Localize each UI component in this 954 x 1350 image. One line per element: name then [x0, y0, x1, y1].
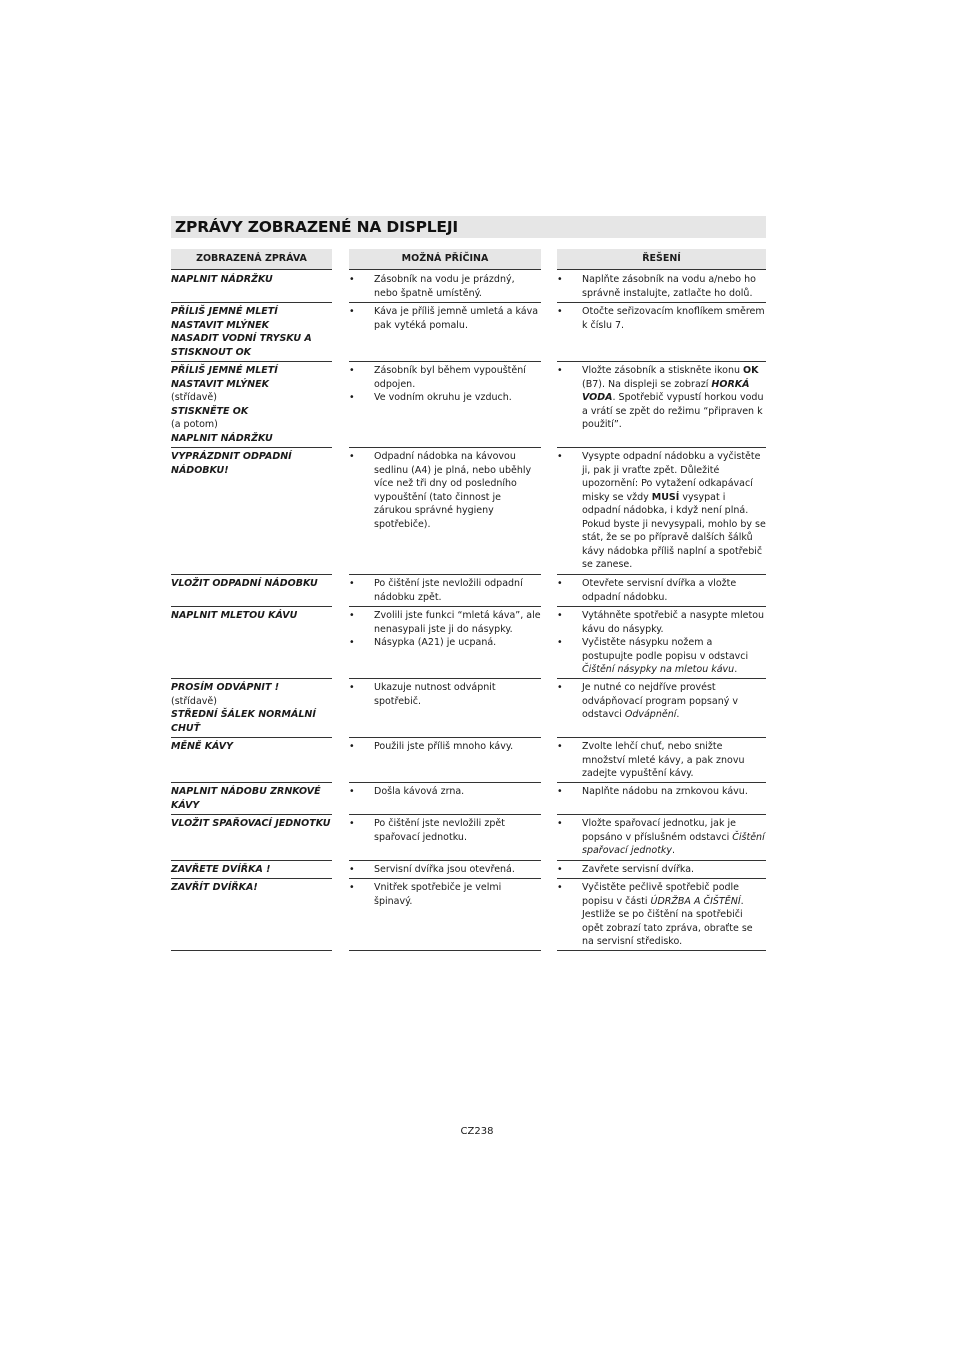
display-message: NAPLNIT NÁDRŽKU	[171, 274, 273, 285]
display-message: STISKNĚTE OK	[171, 405, 249, 417]
table-row	[0, 879, 954, 951]
message-cell	[171, 783, 332, 815]
display-message: ZAVŘETE DVÍŘKA !	[171, 864, 271, 875]
solution-item	[557, 740, 766, 781]
solution-item	[557, 817, 766, 858]
cause-cell	[349, 271, 541, 303]
solution-cell	[557, 815, 766, 861]
solution-item	[557, 636, 766, 677]
text: Je nutné co nejdříve provést odvápňovací program popsaný v odstavci	[582, 682, 738, 720]
emphasis-text: OK	[743, 365, 759, 376]
solution-item	[557, 609, 766, 636]
table-row	[0, 575, 954, 607]
message-cell	[171, 303, 332, 362]
display-message: NAPLNIT MLETOU KÁVU	[171, 610, 298, 621]
message-note: (a potom)	[171, 419, 218, 430]
display-message: PROSÍM ODVÁPNIT !	[171, 682, 280, 693]
display-message: ZAVŘÍT DVÍŘKA!	[171, 882, 258, 893]
display-message: PŘÍLIŠ JEMNÉ MLETÍ NASTAVIT MLÝNEK	[171, 365, 278, 390]
table-row	[0, 679, 954, 738]
cause-item: • Vnitřek spotřebiče je velmi špinavý.	[349, 881, 541, 908]
display-message: VYPRÁZDNIT ODPADNÍ NÁDOBKU!	[171, 451, 292, 476]
emphasis-text: HORKÁ VODA	[582, 378, 750, 403]
page-number: CZ238	[460, 1126, 494, 1137]
page-title: ZPRÁVY ZOBRAZENÉ NA DISPLEJI	[175, 218, 458, 236]
solution-cell	[557, 448, 766, 575]
text: Vložte zásobník a stiskněte ikonu	[582, 365, 744, 376]
table-row	[0, 815, 954, 861]
solution-cell	[557, 575, 766, 607]
text: Vyčistěte pečlivě spotřebič podle popisu v části	[582, 882, 740, 907]
text: .	[734, 664, 738, 675]
solution-item	[557, 863, 766, 877]
cause-item: • Došla kávová zrna.	[349, 785, 541, 799]
header-solution: ŘEŠENÍ	[557, 249, 766, 270]
solution-item	[557, 785, 766, 799]
cause-item: • Odpadní nádobka na kávovou sedlinu (A4) je plná, nebo uběhly více než tři dny od posledního vypouštění (tato činnost je zárukou správné hygieny spotřebiče).	[349, 450, 541, 531]
text: . Jestliže se po čištění na spotřebiči opět zobrazí tato zpráva, obraťte se na servisní středisko.	[582, 895, 753, 947]
text: Otočte seřizovacím knoflíkem směrem k číslu 7.	[582, 306, 765, 331]
cause-cell	[349, 783, 541, 815]
section-title-bar	[171, 216, 766, 238]
solution-item	[557, 681, 766, 722]
text: Vložte spařovací jednotku, jak je popsáno v příslušném odstavci	[582, 818, 736, 843]
cause-cell	[349, 303, 541, 362]
display-message: MĚNĚ KÁVY	[171, 741, 233, 752]
cause-cell	[349, 362, 541, 448]
message-cell	[171, 879, 332, 951]
text: Naplňte nádobu na zrnkovou kávu.	[582, 786, 748, 797]
cause-cell	[349, 575, 541, 607]
solution-cell	[557, 861, 766, 879]
message-cell	[171, 679, 332, 738]
emphasis-text: Odvápnění	[624, 709, 677, 720]
solution-cell	[557, 303, 766, 362]
display-message: VLOŽIT ODPADNÍ NÁDOBKU	[171, 578, 318, 589]
cause-item: • Zvolili jste funkci “mletá káva”, ale nenasypali jste ji do násypky.	[349, 609, 541, 636]
display-message: NAPLNIT NÁDOBU ZRNKOVÉ KÁVY	[171, 786, 321, 811]
table-row	[0, 448, 954, 575]
cause-item: • Po čištění jste nevložili zpět spařovací jednotku.	[349, 817, 541, 844]
cause-cell	[349, 607, 541, 679]
solution-item	[557, 273, 766, 300]
display-message: NAPLNIT NÁDRŽKU	[171, 432, 273, 444]
emphasis-text: Čištění násypky na mletou kávu	[582, 664, 735, 675]
solution-cell	[557, 271, 766, 303]
text: Naplňte zásobník na vodu a/nebo ho správně instalujte, zatlačte ho dolů.	[582, 274, 756, 299]
header-message: ZOBRAZENÁ ZPRÁVA	[171, 249, 332, 270]
cause-item: • Ve vodním okruhu je vzduch.	[349, 391, 541, 405]
text: Zvolte lehčí chuť, nebo snižte množství mleté kávy, a pak znovu zadejte vypuštění kávy.	[582, 741, 745, 779]
message-cell	[171, 607, 332, 679]
cause-item: • Ukazuje nutnost odvápnit spotřebič.	[349, 681, 541, 708]
text: (B7). Na displeji se zobrazí	[582, 378, 712, 390]
message-note: (střídavě)	[171, 695, 217, 707]
solution-cell	[557, 362, 766, 448]
text: Otevřete servisní dvířka a vložte odpadní nádobku.	[582, 578, 737, 603]
solution-cell	[557, 783, 766, 815]
cause-cell	[349, 679, 541, 738]
display-message: STŘEDNÍ ŠÁLEK NORMÁLNÍ CHUŤ	[171, 709, 316, 734]
message-cell	[171, 362, 332, 448]
message-cell	[171, 271, 332, 303]
solution-item	[557, 305, 766, 332]
cause-item: • Zásobník byl během vypouštění odpojen.	[349, 364, 541, 391]
table-row	[0, 783, 954, 815]
display-message: NASADIT VODNÍ TRYSKU A STISKNOUT OK	[171, 333, 312, 358]
cause-cell	[349, 879, 541, 951]
cause-cell	[349, 448, 541, 575]
text: .	[672, 845, 676, 856]
message-cell	[171, 815, 332, 861]
solution-cell	[557, 607, 766, 679]
cause-item: • Po čištění jste nevložili odpadní nádobku zpět.	[349, 577, 541, 604]
table-row	[0, 362, 954, 448]
message-cell	[171, 575, 332, 607]
table-row	[0, 861, 954, 879]
text: Zavřete servisní dvířka.	[582, 864, 695, 875]
message-cell	[171, 448, 332, 575]
cause-item: • Použili jste příliš mnoho kávy.	[349, 740, 541, 754]
solution-item	[557, 364, 766, 432]
cause-item: • Káva je příliš jemně umletá a káva pak vytéká pomalu.	[349, 305, 541, 332]
solution-cell	[557, 879, 766, 951]
message-cell	[171, 861, 332, 879]
text: .	[676, 709, 680, 720]
table-row	[0, 607, 954, 679]
table-row	[0, 303, 954, 362]
cause-cell	[349, 815, 541, 861]
cause-cell	[349, 738, 541, 783]
display-message: PŘÍLIŠ JEMNÉ MLETÍ NASTAVIT MLÝNEK	[171, 306, 278, 331]
text: vysypat i odpadní nádobka, i když není plná. Pokud byste ji nevysypali, mohlo by se stát, že se po přípravě dalších šálků kávy nádobka příliš naplní a spotřebič se zanese.	[582, 491, 766, 570]
cause-item: • Zásobník na vodu je prázdný, nebo špatně umístěný.	[349, 273, 541, 300]
text: Vyčistěte násypku nožem a postupujte podle popisu v odstavci	[582, 637, 749, 662]
text: . Spotřebič vypustí horkou vodu a vrátí se zpět do režimu “připraven k použití”.	[582, 392, 764, 430]
cause-cell	[349, 861, 541, 879]
text: Vytáhněte spotřebič a nasypte mletou kávu do násypky.	[582, 610, 765, 635]
emphasis-text: Čištění spařovací jednotky	[582, 831, 765, 856]
solution-item	[557, 450, 766, 572]
message-note: (střídavě)	[171, 392, 217, 403]
cause-item: • Servisní dvířka jsou otevřená.	[349, 863, 541, 877]
solution-item	[557, 577, 766, 604]
message-cell	[171, 738, 332, 783]
emphasis-text: MUSÍ	[651, 491, 680, 503]
header-cause: MOŽNÁ PŘÍČINA	[349, 249, 541, 270]
table-row	[0, 738, 954, 783]
table-row	[0, 271, 954, 303]
solution-cell	[557, 679, 766, 738]
emphasis-text: ÚDRŽBA A ČIŠTĚNÍ	[650, 895, 741, 907]
text: Vysypte odpadní nádobku a vyčistěte ji, pak ji vraťte zpět. Důležité upozornění: Po vytažení odkapávací misky se vždy	[582, 451, 761, 503]
solution-item	[557, 881, 766, 949]
display-message: VLOŽIT SPAŘOVACÍ JEDNOTKU	[171, 818, 331, 829]
solution-cell	[557, 738, 766, 783]
cause-item: • Násypka (A21) je ucpaná.	[349, 636, 541, 650]
